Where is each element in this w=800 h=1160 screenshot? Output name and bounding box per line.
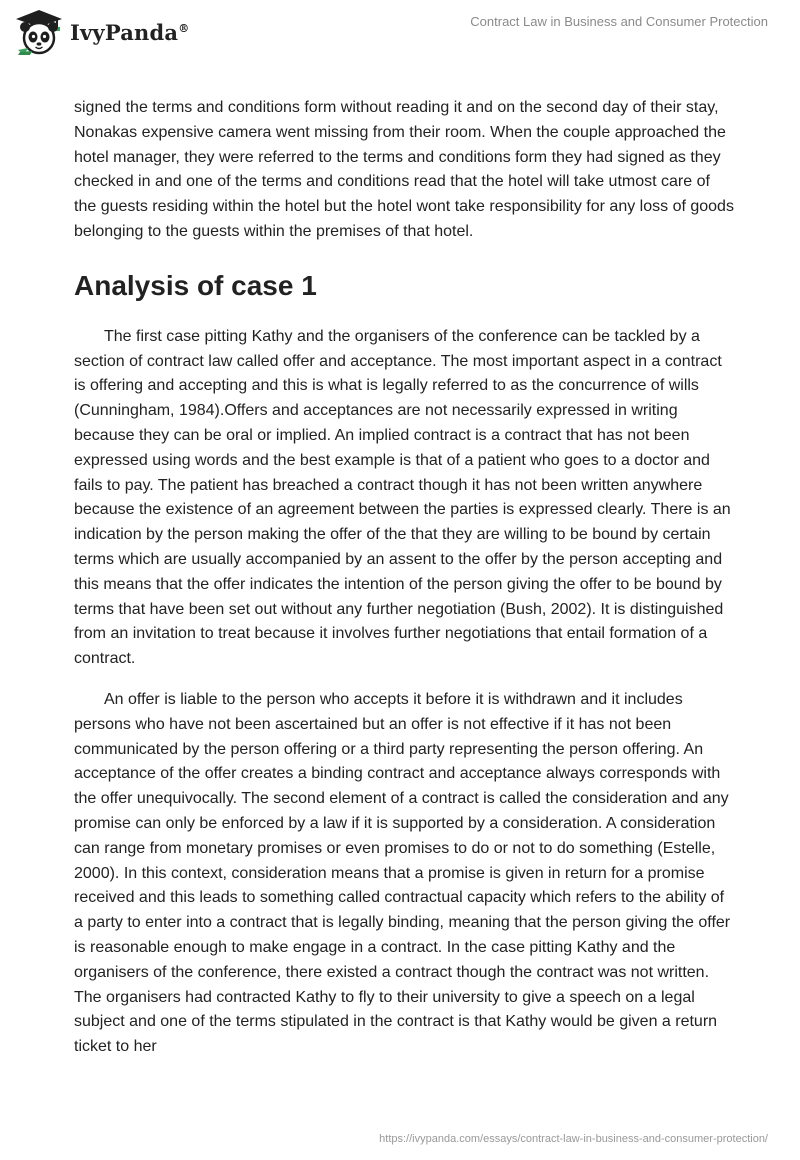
body-paragraph: The first case pitting Kathy and the organisers of the conference can be tackled by a section of contract law called offer and acceptance. The most important aspect in a contract is offering and accepting and this is what is legally referred to as the concurrence of wills (Cunningham, 1984).Offers and acceptances are not necessarily expressed in writing because they can be oral or implied. An implied contract is a contract that has not been expressed using words and the best example is that of a patient who goes to a doctor and fails to pay. The patient has breached a contract though it has not been written anywhere because the existence of an agreement between the parties is expressed clearly. There is an indication by the person making the offer of the that they are willing to be bound by certain terms which are usually accompanied by an assent to the offer by the person accepting and this means that the offer indicates the intention of the person giving the offer to be bound by terms that have been set out without any further negotiation (Bush, 2002). It is distinguished from an invitation to treat because it involves further negotiations that entail formation of a contract. <box>74 327 731 668</box>
logo-wordmark <box>70 20 189 45</box>
source-url[interactable]: https://ivypanda.com/essays/contract-law-in-business-and-consumer-protection/ <box>379 1133 768 1145</box>
document-title: Contract Law in Business and Consumer Protection <box>470 14 768 29</box>
panda-graduate-icon <box>14 8 64 56</box>
section-heading: Analysis of case 1 <box>74 269 317 301</box>
ivypanda-logo[interactable] <box>14 8 189 56</box>
registered-mark: ® <box>178 21 190 35</box>
intro-paragraph: signed the terms and conditions form without reading it and on the second day of their stay, Nonakas expensive camera went missing from their room. When the couple approached the hotel manager, they were referred to the terms and conditions form they had signed as they checked in and one of the terms and conditions read that the hotel will take utmost care of the guests residing within the hotel but the hotel wont take responsibility for any loss of goods belonging to the guests within the premises of that hotel. <box>74 99 734 240</box>
logo-name: IvyPanda <box>70 19 179 45</box>
page-header <box>0 0 800 68</box>
body-paragraph: An offer is liable to the person who accepts it before it is withdrawn and it includes persons who have not been ascertained but an offer is not effective if it has not been communicated by the person offering or a third party representing the person offering. An acceptance of the offer creates a binding contract and acceptance always corresponds with the offer unequivocally. The second element of a contract is called the consideration and any promise can only be enforced by a law if it is supported by a consideration. A consideration can range from monetary promises or even promises to do or not to do something (Estelle, 2000). In this context, consideration means that a promise is given in return for a promise received and this leads to something called contractual capacity which refers to the ability of a party to enter into a contract that is legally binding, meaning that the person giving the offer is reasonable enough to make engage in a contract. In the case pitting Kathy and the organisers of the conference, there existed a contract though the contract was not written. The organisers had contracted Kathy to fly to their university to give a speech on a legal subject and one of the terms stipulated in the contract is that Kathy would be given a return ticket to her <box>74 690 731 1056</box>
essay-body <box>74 96 734 1060</box>
